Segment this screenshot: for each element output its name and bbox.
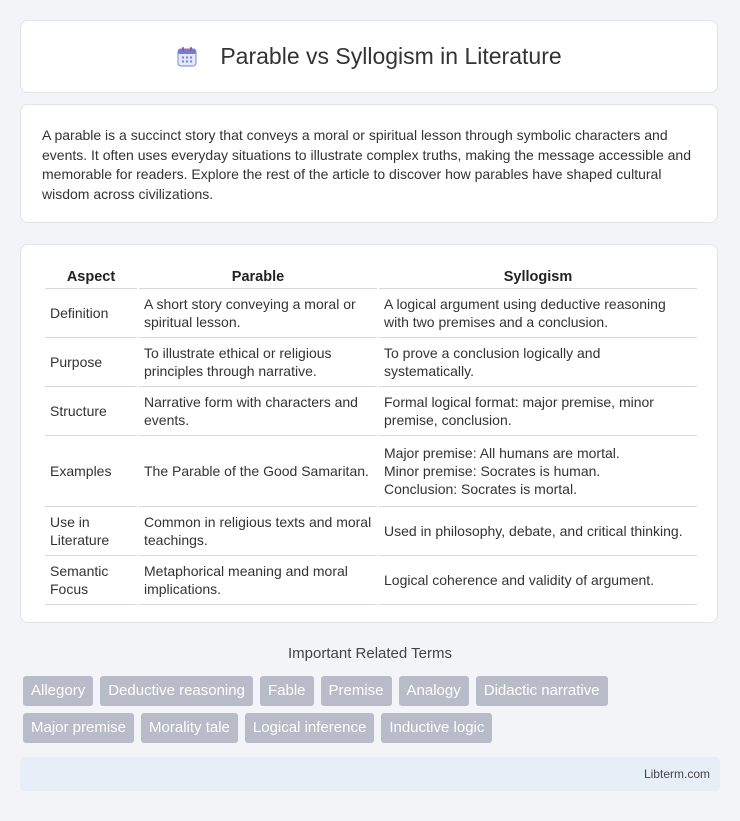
cell-aspect: Purpose	[45, 338, 137, 387]
tag-morality-tale[interactable]: Morality tale	[141, 713, 238, 743]
cell-syllogism	[379, 436, 697, 507]
intro-text: A parable is a succinct story that conveys a moral or spiritual lesson through symbolic characters and events. It often uses everyday situations to illustrate complex truths, making the message accessible and memorable for readers. Explore the rest of the article to discover how parables have shaped cultural wisdom across civilizations.	[42, 127, 691, 202]
cell-parable: To illustrate ethical or religious principles through narrative.	[139, 338, 377, 387]
cell-syllogism: Formal logical format: major premise, minor premise, conclusion.	[379, 387, 697, 436]
cell-parable: The Parable of the Good Samaritan.	[139, 436, 377, 507]
cell-syllogism: Logical coherence and validity of argument.	[379, 556, 697, 605]
header-aspect: Aspect	[45, 267, 137, 289]
cell-parable: Common in religious texts and moral teachings.	[139, 507, 377, 556]
header-syllogism: Syllogism	[379, 267, 697, 289]
cell-aspect: Structure	[45, 387, 137, 436]
comparison-table	[43, 267, 699, 605]
cell-aspect: Semantic Focus	[45, 556, 137, 605]
table-row	[45, 556, 697, 605]
cell-syllogism: A logical argument using deductive reasoning with two premises and a conclusion.	[379, 289, 697, 338]
table-header-row	[45, 267, 697, 289]
tag-row	[23, 676, 723, 706]
example-line: Major premise: All humans are mortal.	[384, 445, 620, 461]
tag-row	[23, 713, 723, 743]
cell-aspect: Examples	[45, 436, 137, 507]
cell-syllogism: To prove a conclusion logically and systematically.	[379, 338, 697, 387]
table-row	[45, 387, 697, 436]
cell-parable: Narrative form with characters and events.	[139, 387, 377, 436]
tag-analogy[interactable]: Analogy	[399, 676, 469, 706]
table-row	[45, 436, 697, 507]
cell-parable: A short story conveying a moral or spiritual lesson.	[139, 289, 377, 338]
cell-parable: Metaphorical meaning and moral implications.	[139, 556, 377, 605]
tag-deductive-reasoning[interactable]: Deductive reasoning	[100, 676, 253, 706]
cell-syllogism: Used in philosophy, debate, and critical thinking.	[379, 507, 697, 556]
tag-fable[interactable]: Fable	[260, 676, 314, 706]
intro-card	[20, 104, 718, 223]
cell-aspect: Use in Literature	[45, 507, 137, 556]
tag-allegory[interactable]: Allegory	[23, 676, 93, 706]
related-tags	[23, 676, 723, 750]
table-row	[45, 338, 697, 387]
tag-didactic-narrative[interactable]: Didactic narrative	[476, 676, 608, 706]
tag-premise[interactable]: Premise	[321, 676, 392, 706]
related-terms-title: Important Related Terms	[288, 645, 452, 662]
cell-aspect: Definition	[45, 289, 137, 338]
tag-inductive-logic[interactable]: Inductive logic	[381, 713, 492, 743]
footer-site-link[interactable]: Libterm.com	[643, 767, 710, 781]
tag-logical-inference[interactable]: Logical inference	[245, 713, 374, 743]
table-row	[45, 289, 697, 338]
example-line: Minor premise: Socrates is human.	[384, 463, 601, 479]
footer	[20, 757, 720, 791]
page-title: Parable vs Syllogism in Literature	[220, 43, 562, 69]
calendar-icon	[176, 46, 198, 68]
title-card	[20, 20, 718, 93]
table-row	[45, 507, 697, 556]
example-line: Conclusion: Socrates is mortal.	[384, 481, 577, 497]
comparison-card	[20, 244, 718, 623]
tag-major-premise[interactable]: Major premise	[23, 713, 134, 743]
header-parable: Parable	[139, 267, 377, 289]
